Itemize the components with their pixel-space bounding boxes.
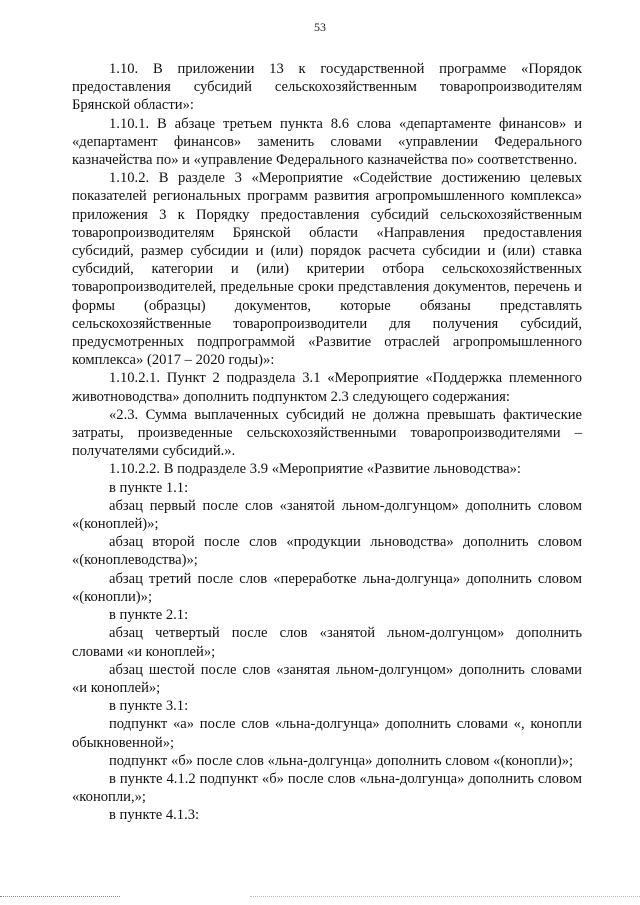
paragraph-abzac-4: абзац четвертый после слов «занятой льном-долгунцом» дополнить словами «и коноплей»; bbox=[72, 625, 582, 660]
paragraph-subpoint-b: подпункт «б» после слов «льна-долгунца» дополнить словом «(конопли)»; bbox=[109, 752, 574, 769]
paragraph-abzac-6: абзац шестой после слов «занятая льном-долгунцом» дополнить словами «и коноплей»; bbox=[72, 661, 582, 696]
paragraph-point-4-1-2: в пункте 4.1.2 подпункт «б» после слов «льна-долгунца» дополнить словом «конопли,»; bbox=[72, 770, 582, 806]
paragraph-1-10-2: 1.10.2. В разделе 3 «Мероприятие «Содействие достижению целевых показателей региональных программ развития агропромышленного комплекса» приложения 3 к Порядку предоставления субсидий сельскохозяйственным товаропроизводителям Брянской области «Направления предоставления субсидий, размер субсидии и (или) порядок расчета субсидии и (или) ставка субсидий, категории и (или) критерии отбора сельскохозяйственных товаропроизводителей, предельные сроки представления документов, перечень и формы (образцы) документов, которые обязаны представлять сельскохозяйственные товаропроизводители для получения субсидий, предусмотренных подпрограммой «Развитие отраслей агропромышленного комплекса» (2017 – 2020 годы)»: bbox=[72, 170, 582, 369]
footer-dotted-line-right bbox=[250, 896, 640, 897]
paragraph-1-10-2-2: 1.10.2.2. В подразделе 3.9 «Мероприятие «Развитие льноводства»: bbox=[109, 461, 521, 478]
paragraph-abzac-1: абзац первый после слов «занятой льном-долгунцом» дополнить словом «(коноплей)»; bbox=[72, 497, 582, 533]
document-body bbox=[72, 60, 582, 825]
paragraph-1-10-2-1: 1.10.2.1. Пункт 2 подраздела 3.1 «Мероприятие «Поддержка племенного животноводства» дополнить подпунктом 2.3 следующего содержания: bbox=[72, 370, 582, 405]
paragraph-2-3-quote: «2.3. Сумма выплаченных субсидий не должна превышать фактические затраты, произведенные сельскохозяйственными товаропроизводителями – получателями субсидий.». bbox=[72, 406, 582, 460]
paragraph-point-3-1: в пункте 3.1: bbox=[109, 698, 189, 715]
paragraph-1-10-1: 1.10.1. В абзаце третьем пункта 8.6 слова «департаменте финансов» и «департамент финансов» заменить словами «управлении Федерального казначейства по» и «управление Федерального казначейства по» соответственно. bbox=[72, 115, 582, 169]
paragraph-point-2-1: в пункте 2.1: bbox=[109, 607, 189, 624]
paragraph-abzac-2: абзац второй после слов «продукции льноводства» дополнить словом «(коноплеводства)»; bbox=[72, 534, 582, 569]
paragraph-point-1-1: в пункте 1.1: bbox=[109, 479, 189, 496]
page-number: 53 bbox=[314, 20, 326, 34]
paragraph-subpoint-a: подпункт «а» после слов «льна-долгунца» дополнить словами «, конопли обыкновенной»; bbox=[72, 716, 582, 751]
footer-dotted-line bbox=[0, 896, 120, 897]
paragraph-point-4-1-3: в пункте 4.1.3: bbox=[109, 807, 200, 824]
paragraph-abzac-3: абзац третий после слов «переработке льна-долгунца» дополнить словом «(конопли)»; bbox=[72, 570, 582, 605]
paragraph-1-10: 1.10. В приложении 13 к государственной программе «Порядок предоставления субсидий сельскохозяйственным товаропроизводителям Брянской области»: bbox=[72, 61, 582, 114]
